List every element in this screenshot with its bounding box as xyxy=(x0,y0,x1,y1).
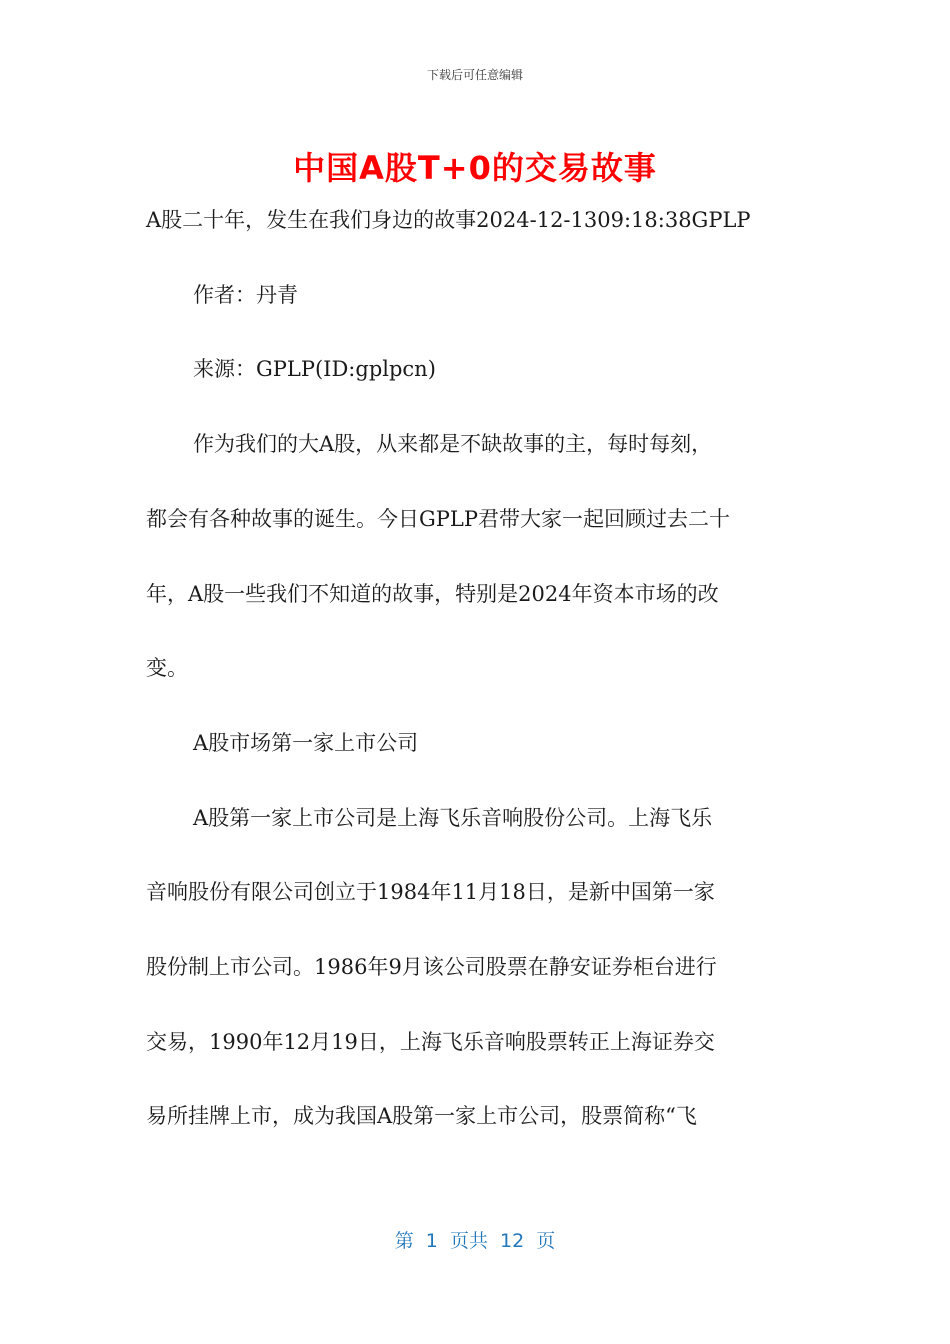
document-title: 中国A股T+0的交易故事 xyxy=(293,149,657,187)
paragraph-line: A股第一家上市公司是上海飞乐音响股份公司。上海飞乐 xyxy=(193,806,713,830)
paragraph-line: 变。 xyxy=(146,656,188,680)
paragraph-line: 交易，1990年12月19日，上海飞乐音响股票转正上海证券交 xyxy=(146,1030,715,1054)
intro-line: A股二十年，发生在我们身边的故事2024-12-1309:18:38GPLP xyxy=(146,208,751,232)
section-heading: A股市场第一家上市公司 xyxy=(193,731,419,755)
source-line: 来源：GPLP(ID:gplpcn) xyxy=(193,357,436,381)
paragraph-line: 都会有各种故事的诞生。今日GPLP君带大家一起回顾过去二十 xyxy=(146,507,730,531)
paragraph-line: 股份制上市公司。1986年9月该公司股票在静安证券柜台进行 xyxy=(146,955,717,979)
paragraph-line: 作为我们的大A股，从来都是不缺故事的主，每时每刻， xyxy=(193,432,713,456)
paragraph-line: 易所挂牌上市，成为我国A股第一家上市公司，股票简称“飞 xyxy=(146,1104,697,1128)
header-note: 下载后可任意编辑 xyxy=(426,68,523,82)
author-line: 作者：丹青 xyxy=(193,283,298,307)
page-number-footer: 第 1 页共 12 页 xyxy=(394,1230,556,1252)
paragraph-line: 年，A股一些我们不知道的故事，特别是2024年资本市场的改 xyxy=(146,582,719,606)
paragraph-line: 音响股份有限公司创立于1984年11月18日，是新中国第一家 xyxy=(146,880,715,904)
